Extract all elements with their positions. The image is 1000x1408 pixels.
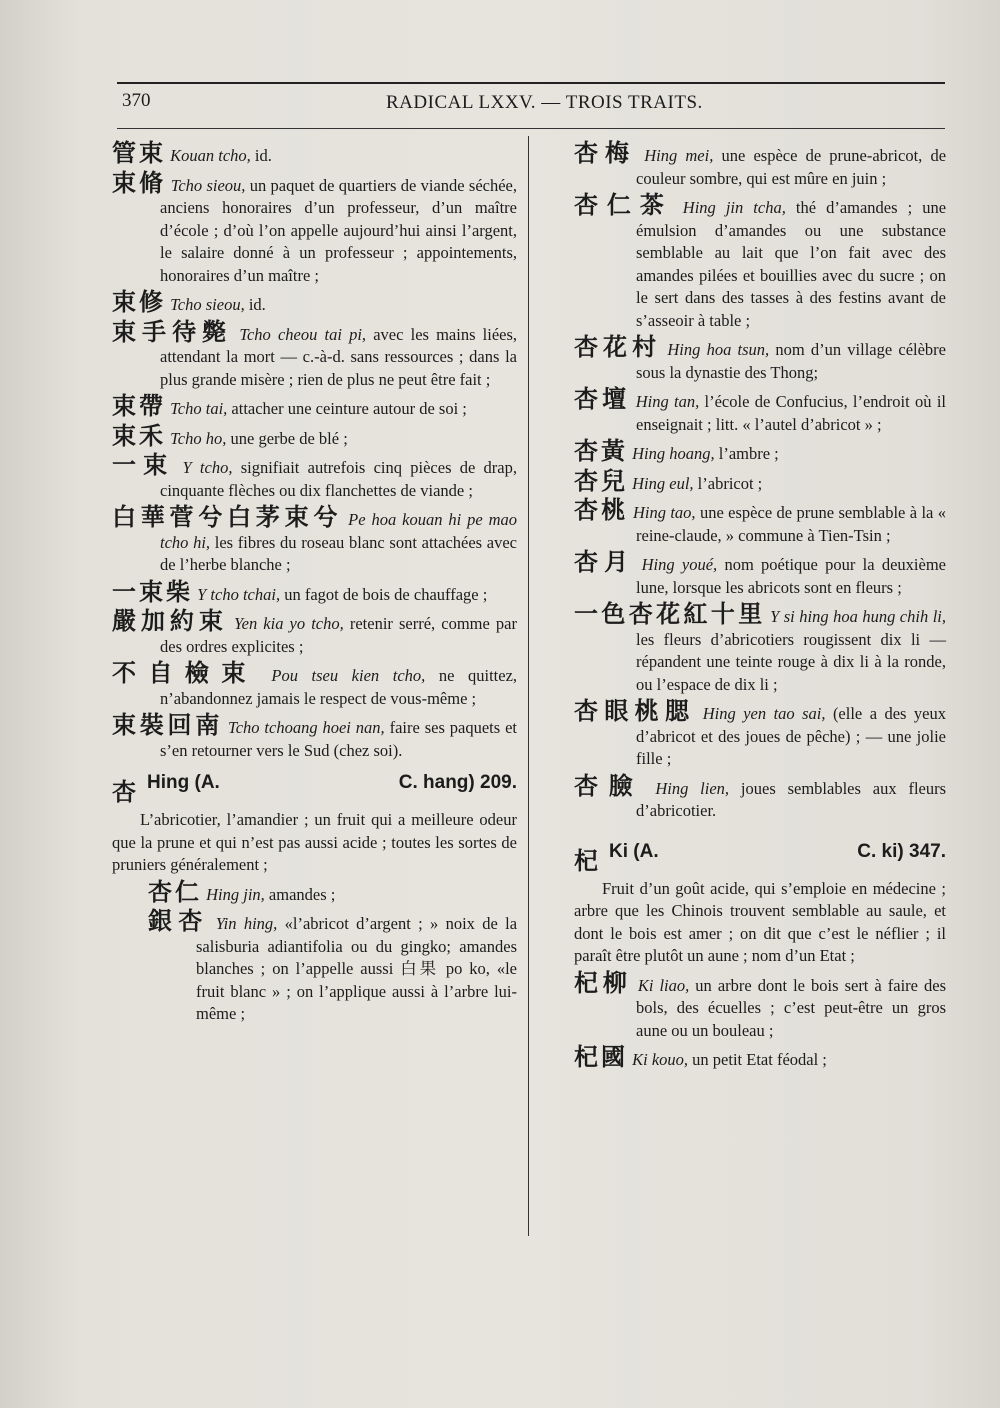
entry-definition: l’abricot ; [697, 473, 763, 493]
entry-characters: 杏仁茶 [574, 191, 673, 219]
dictionary-entry [112, 577, 517, 607]
entry-definition: nom poétique pour la deuxième lune, lorsque les abricots sont en fleurs ; [636, 555, 946, 597]
left-column [112, 139, 518, 1030]
dictionary-entry [574, 191, 947, 332]
headword-hing [112, 772, 517, 807]
entry-definition: faire ses paquets et s’en retourner vers le Sud (chez soi). [160, 718, 517, 760]
entry-definition: retenir serré, comme par des ordres explicites ; [160, 614, 517, 656]
entry-definition: thé d’amandes ; une émulsion d’amandes ou une substance semblable au lait que l’on fait avec des amandes pilées et bouillies avec du sucre ; on le sert dans des tasses à des festins avant de s’asseoir à table ; [636, 198, 947, 330]
entry-characters: 杏臉 [574, 771, 644, 800]
entry-romanization: Tcho ho, [170, 428, 227, 448]
entry-romanization: Hing tan, [635, 392, 700, 411]
entry-romanization: Hing hoang, [632, 444, 715, 463]
dictionary-entry [574, 333, 946, 384]
headword-character: 杏 [112, 778, 139, 806]
entry-definition: nom d’un village célèbre sous la dynastie des Thong; [636, 340, 946, 382]
entry-characters: 杏梅 [574, 139, 637, 167]
entry-characters: 束裝回南 [112, 711, 224, 739]
dictionary-entry [574, 548, 946, 599]
entry-characters: 杏壇 [574, 385, 631, 413]
dictionary-entry [112, 139, 517, 168]
running-title: RADICAL LXXV. — TROIS TRAITS. [386, 92, 703, 113]
dictionary-entry [574, 466, 946, 496]
dictionary-entry [112, 659, 518, 710]
dictionary-entry [112, 317, 518, 392]
dictionary-entry [574, 1043, 946, 1072]
entry-romanization: Pou tseu kien tcho, [271, 666, 426, 685]
entry-romanization: Hing jin tcha, [682, 198, 786, 217]
entry-definition: (elle a des yeux d’abricot et des joues de pêche) ; — une jolie fille ; [636, 704, 946, 768]
entry-definition: signifiait autrefois cinq pièces de drap, cinquante flèches ou dix flanchettes de viande ; [160, 458, 517, 500]
page-number: 370 [122, 90, 151, 111]
entry-characters: 杏仁 [148, 877, 202, 906]
headword-character: 杞 [574, 846, 601, 875]
dictionary-entry [574, 600, 947, 696]
dictionary-entry [112, 168, 518, 288]
entry-characters: 杞柳 [574, 968, 632, 997]
dictionary-entry [148, 877, 517, 907]
dictionary-entry [574, 437, 946, 466]
entry-characters: 杏兒 [574, 466, 628, 495]
entry-definition: un paquet de quartiers de viande séchée, anciens honoraires d’un professeur, d’un maître d’école ; d’où l’on appelle aujourd’hui ainsi l’argent, le salaire donné à un professeur ; appointements, honoraires d’un maître ; [160, 175, 518, 285]
entry-romanization: Hing lien, [655, 778, 730, 798]
entry-characters: 一色杏花紅十里 [574, 600, 766, 628]
entry-characters: 杏桃 [574, 496, 629, 524]
dictionary-entry [574, 139, 947, 190]
entry-romanization: Tcho tchoang hoei nan, [228, 718, 385, 737]
entry-definition: «l’abricot d’argent ; » noix de la salisburia adiantifolia ou du gingko; amandes blanches ; on l’appelle aussi 白果 po ko, «le fruit blanc » ; on l’applique aussi à l’arbre lui-même ; [196, 914, 518, 1023]
top-rule [117, 82, 945, 84]
entry-romanization: Pe hoa kouan hi pe mao tcho hi, [160, 510, 517, 552]
right-column [574, 139, 947, 1076]
entry-definition: les fleurs d’abricotiers rougissent dix li — répandent une teinte rouge à dix li à la ronde, ou l’espace de dix li ; [636, 629, 946, 694]
entry-characters: 杏眼桃腮 [574, 697, 696, 725]
entry-characters: 束禾 [112, 421, 166, 450]
dictionary-entry [574, 771, 947, 823]
entry-romanization: Hing mei, [644, 146, 714, 165]
entry-romanization: Hing jin, [206, 884, 265, 904]
headword-definition: Fruit d’un goût acide, qui s’emploie en médecine ; arbre que les Chinois trouvent semblable au saule, et dont le bois est amer ; on dit que c’est le néflier ; il paraît être plutôt un aune ; nom d’un Etat ; [574, 878, 946, 965]
entry-romanization: Hing eul, [632, 473, 694, 493]
entry-definition: une espèce de prune-abricot, de couleur sombre, qui est mûre en juin ; [636, 146, 947, 188]
entry-romanization: Tcho sieou, [170, 295, 245, 314]
entry-romanization: Y tcho tchai, [197, 584, 281, 604]
entry-romanization: Ki kouo, [632, 1050, 689, 1069]
entry-definition: id. [248, 295, 266, 314]
entry-definition: ne quittez, n’abandonnez jamais le respect de vous-même ; [160, 666, 518, 708]
dictionary-entry [112, 288, 517, 317]
dictionary-entry [112, 451, 517, 502]
dictionary-entry [112, 607, 517, 658]
entry-romanization: Yin hing, [215, 914, 278, 933]
dictionary-entry [574, 496, 947, 547]
dictionary-entry [574, 697, 946, 771]
entry-romanization: Kouan tcho, [170, 146, 251, 165]
entry-definition: joues semblables aux fleurs d’abricotier. [636, 778, 947, 820]
entry-characters: 嚴加約束 [112, 607, 228, 635]
right-entry-list [574, 139, 947, 823]
entry-characters: 管束 [112, 139, 166, 167]
entry-characters: 束修 [112, 288, 166, 316]
entry-romanization: Tcho cheou tai pi, [239, 324, 367, 344]
entry-definition: une gerbe de blé ; [230, 428, 348, 448]
entry-romanization: Hing youé, [641, 555, 718, 574]
entry-characters: 一束 [112, 451, 175, 479]
entry-definition: attacher une ceinture autour de soi ; [231, 399, 467, 418]
entry-romanization: Hing tao, [632, 503, 696, 522]
entry-definition: l’école de Confucius, l’endroit où il enseignait ; litt. « l’autel d’abricot » ; [636, 392, 946, 434]
headword-definition: L’abricotier, l’amandier ; un fruit qui a meilleure odeur que la prune et qui n’est pas aussi acide ; toutes les sortes de pruniers généralement ; [112, 810, 517, 874]
entry-definition: un fagot de bois de chauffage ; [284, 584, 488, 604]
entry-characters: 杏黃 [574, 437, 628, 465]
header-rule [117, 128, 945, 129]
entry-romanization: Yen kia yo tcho, [233, 614, 344, 633]
entry-romanization: Hing hoa tsun, [667, 340, 770, 359]
entry-characters: 束脩 [112, 168, 167, 197]
dictionary-entry [574, 385, 946, 436]
entry-definition: amandes ; [268, 884, 336, 904]
entry-definition: l’ambre ; [718, 444, 779, 463]
entry-definition: avec les mains liées, attendant la mort — c.-à-d. sans ressources ; dans la plus grande misère ; rien de plus ne peut être fait ; [160, 324, 518, 389]
entry-definition: une espèce de prune semblable à la « reine-claude, » commune à Tien-Tsin ; [636, 503, 947, 545]
entry-definition: les fibres du roseau blanc sont attachées avec de l’herbe blanche ; [160, 532, 518, 574]
dictionary-entry [112, 503, 518, 577]
headword-reading: Ki (A. [609, 840, 659, 862]
headword-reading: Hing (A. [147, 772, 220, 793]
entry-characters: 杏花村 [574, 333, 662, 361]
entry-definition: un arbre dont le bois sert à faire des bols, des écuelles ; c’est peut-être un gros aune ou un bouleau ; [636, 975, 947, 1040]
entry-definition: id. [254, 146, 272, 165]
entry-romanization: Hing yen tao sai, [702, 704, 826, 723]
headword-ki [574, 841, 946, 876]
entry-romanization: Tcho tai, [170, 399, 228, 418]
entry-characters: 束手待斃 [112, 317, 233, 346]
entry-characters: 銀杏 [148, 907, 209, 935]
entry-characters: 白華菅兮白茅束兮 [112, 503, 343, 531]
dictionary-entry [574, 968, 947, 1043]
dictionary-entry [112, 392, 517, 421]
dictionary-entry [112, 711, 517, 762]
left-entry-list [112, 139, 518, 762]
column-divider [528, 136, 529, 1236]
entry-characters: 一束柴 [112, 577, 193, 606]
entry-romanization: Ki liao, [637, 975, 690, 995]
dictionary-entry [148, 907, 518, 1026]
entry-characters: 不自檢束 [112, 659, 258, 687]
entry-characters: 杞國 [574, 1043, 628, 1071]
ki-entry-list [574, 968, 947, 1072]
entry-romanization: Tcho sieou, [170, 175, 246, 195]
headword-number: C. ki) 347. [857, 840, 946, 862]
hing-entry-list [112, 877, 518, 1026]
entry-romanization: Y si hing hoa hung chih li, [770, 607, 947, 626]
entry-characters: 束帶 [112, 392, 166, 420]
entry-romanization: Y tcho, [182, 458, 233, 477]
entry-definition: un petit Etat féodal ; [692, 1050, 827, 1069]
headword-number: C. hang) 209. [398, 772, 517, 793]
entry-characters: 杏月 [574, 548, 635, 576]
dictionary-entry [112, 421, 517, 451]
